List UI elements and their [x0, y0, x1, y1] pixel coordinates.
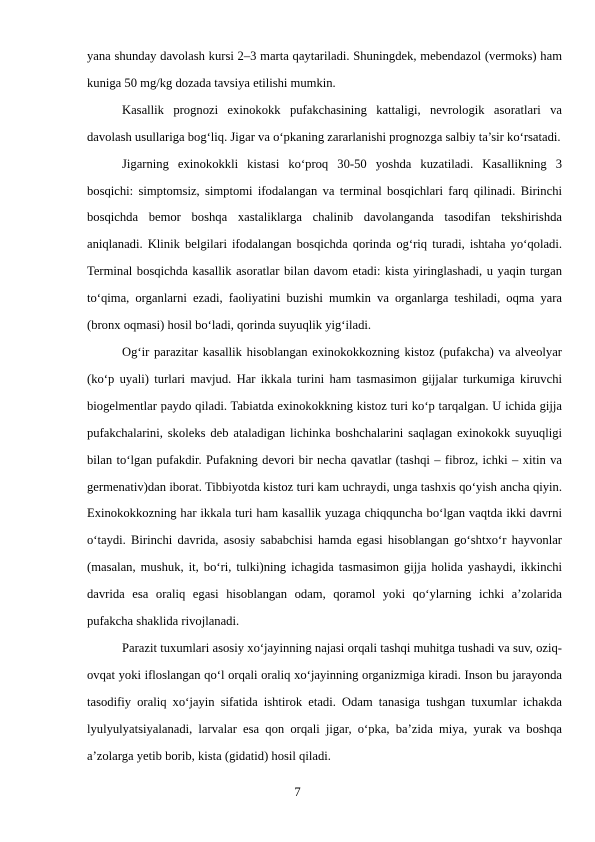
paragraph-continuation: yana shunday davolash kursi 2–3 marta qaytariladi. Shuningdek, mebendazol (vermoks) ham kuniga 50 mg/kg dozada tavsiya etilishi mumkin.: [87, 49, 562, 90]
paragraph-liver-cyst: Jigarning exinokokkli kistasi ko‘proq 30-50 yoshda kuzatiladi. Kasallikning 3 bosqichi: simptomsiz, simptomi ifodalangan va terminal bosqichlari farq qilinadi. Birinchi bosqichda bemor boshqa xastaliklarga chalinib davolanganda tasodifan tekshirishda aniqlanadi. Klinik belgilari ifodalangan bosqichda qorinda og‘riq turadi, ishtaha yo‘qoladi. Terminal bosqichda kasallik asoratlar bilan davom etadi: kista yiringlashadi, u yaqin turgan to‘qima, organlarni ezadi, faoliyatini buzishi mumkin va organlarga teshiladi, oqma yara (bronx oqmasi) hosil bo‘ladi, qorinda suyuqlik yig‘iladi.: [87, 156, 562, 333]
paragraph-transmission: Parazit tuxumlari asosiy xo‘jayinning najasi orqali tashqi muhitga tushadi va suv, oziq-ovqat yoki ifloslangan qo‘l orqali oraliq xo‘jayinning organizmiga kiradi. Inson bu jarayonda tasodifiy oraliq xo‘jayin sifatida ishtirok etadi. Odam tanasiga tushgan tuxumlar ichakda lyulyulyatsiyalanadi, larvalar esa qon orqali jigar, o‘pka, ba’zida miya, yurak va boshqa a’zolarga yetib borib, kista (gidatid) hosil qiladi.: [87, 640, 562, 763]
page-number: 7: [294, 785, 301, 799]
paragraph-prognosis: Kasallik prognozi exinokokk pufakchasining kattaligi, nevrologik asoratlari va davolash usullariga bog‘liq. Jigar va o‘pkaning zararlanishi prognozga salbiy ta’sir ko‘rsatadi.: [87, 102, 562, 144]
paragraph-echinococcosis-types: Og‘ir parazitar kasallik hisoblangan exinokokkozning kistoz (pufakcha) va alveolyar (ko‘p uyali) turlari mavjud. Har ikkala turini ham tasmasimon gijjalar turkumiga kiruvchi biogelmentlar paydo qiladi. Tabiatda exinokokkning kistoz turi ko‘p tarqalgan. U ichida gijja pufakchalarini, skoleks deb ataladigan lichinka boshchalarini saqlagan exinokokk suyuqligi bilan to‘lgan pufakdir. Pufakning devori bir necha qavatlar (tashqi – fibroz, ichki – xitin va germenativ)dan iborat. Tibbiyotda kistoz turi kam uchraydi, unga tashxis qo‘yish ancha qiyin. Exinokokkozning har ikkala turi ham kasallik yuzaga chiqquncha bo‘lgan vaqtda ikki davrni o‘taydi. Birinchi davrida, asosiy sababchisi hamda egasi hisoblangan go‘shtxo‘r hayvonlar (masalan, mushuk, it, bo‘ri, tulki)ning ichagida tasmasimon gijja holida yashaydi, ikkinchi davrida esa oraliq egasi hisoblangan odam, qoramol yoki qo‘ylarning ichki a’zolarida pufakcha shaklida rivojlanadi.: [87, 344, 562, 629]
body-text: [87, 43, 562, 769]
